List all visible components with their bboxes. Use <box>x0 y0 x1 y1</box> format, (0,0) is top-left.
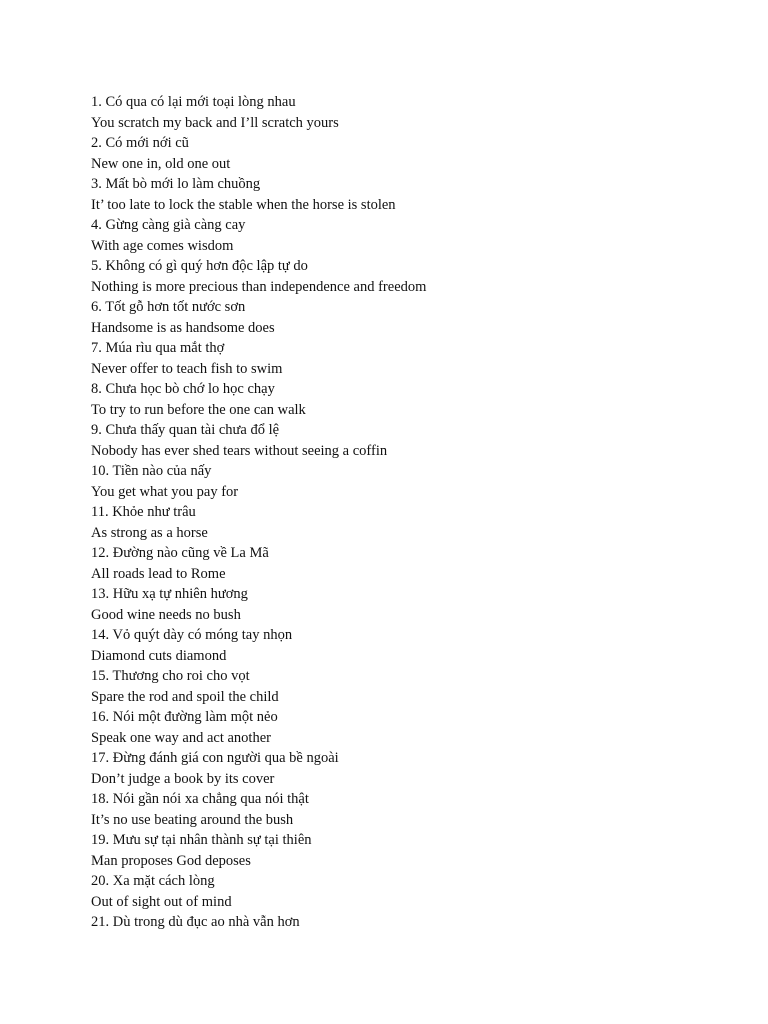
proverb-english: Speak one way and act another <box>91 729 271 746</box>
proverb-english: Out of sight out of mind <box>91 893 232 910</box>
proverb-vietnamese: 5. Không có gì quý hơn độc lập tự do <box>91 258 308 274</box>
proverb-english: Handsome is as handsome does <box>91 319 275 336</box>
proverb-vietnamese: 2. Có mới nới cũ <box>91 135 189 151</box>
proverb-vietnamese: 13. Hữu xạ tự nhiên hương <box>91 586 248 602</box>
proverb-english: Diamond cuts diamond <box>91 647 227 664</box>
proverb-vietnamese: 21. Dù trong dù đục ao nhà vẫn hơn <box>91 914 300 930</box>
proverb-vietnamese: 19. Mưu sự tại nhân thành sự tại thiên <box>91 832 312 848</box>
proverb-vietnamese: 4. Gừng càng già càng cay <box>91 217 246 233</box>
proverb-english: As strong as a horse <box>91 524 208 541</box>
proverb-vietnamese: 8. Chưa học bò chớ lo học chạy <box>91 381 275 397</box>
proverb-english: Nothing is more precious than independence and freedom <box>91 278 427 295</box>
proverb-english: All roads lead to Rome <box>91 565 226 582</box>
proverb-english: It’s no use beating around the bush <box>91 811 294 828</box>
proverb-vietnamese: 10. Tiền nào của nấy <box>91 463 212 479</box>
proverb-vietnamese: 15. Thương cho roi cho vọt <box>91 668 250 684</box>
proverb-english: Spare the rod and spoil the child <box>91 688 279 705</box>
proverb-vietnamese: 18. Nói gần nói xa chẳng qua nói thật <box>91 791 309 807</box>
proverb-vietnamese: 1. Có qua có lại mới toại lòng nhau <box>91 94 296 110</box>
proverb-english: New one in, old one out <box>91 155 231 172</box>
proverb-english: With age comes wisdom <box>91 237 234 254</box>
proverb-vietnamese: 3. Mất bò mới lo làm chuồng <box>91 176 261 192</box>
proverb-vietnamese: 14. Vỏ quýt dày có móng tay nhọn <box>91 627 293 643</box>
proverb-list <box>91 92 731 933</box>
proverb-vietnamese: 7. Múa rìu qua mắt thợ <box>91 340 225 356</box>
proverb-english: Nobody has ever shed tears without seeing a coffin <box>91 442 388 459</box>
proverb-vietnamese: 6. Tốt gỗ hơn tốt nước sơn <box>91 299 246 315</box>
proverb-english: Don’t judge a book by its cover <box>91 770 275 787</box>
proverb-english: Never offer to teach fish to swim <box>91 360 283 377</box>
proverb-english: It’ too late to lock the stable when the horse is stolen <box>91 196 396 213</box>
proverb-vietnamese: 9. Chưa thấy quan tài chưa đổ lệ <box>91 422 280 438</box>
proverb-vietnamese: 12. Đường nào cũng về La Mã <box>91 545 269 561</box>
proverb-vietnamese: 16. Nói một đường làm một nẻo <box>91 709 278 725</box>
proverb-vietnamese: 11. Khỏe như trâu <box>91 504 196 520</box>
proverb-english: To try to run before the one can walk <box>91 401 306 418</box>
proverb-vietnamese: 20. Xa mặt cách lòng <box>91 873 215 889</box>
proverb-english: Good wine needs no bush <box>91 606 241 623</box>
proverb-english: Man proposes God deposes <box>91 852 251 869</box>
proverb-vietnamese: 17. Đừng đánh giá con người qua bề ngoài <box>91 750 339 766</box>
proverb-english: You scratch my back and I’ll scratch yours <box>91 114 339 131</box>
proverb-english: You get what you pay for <box>91 483 239 500</box>
